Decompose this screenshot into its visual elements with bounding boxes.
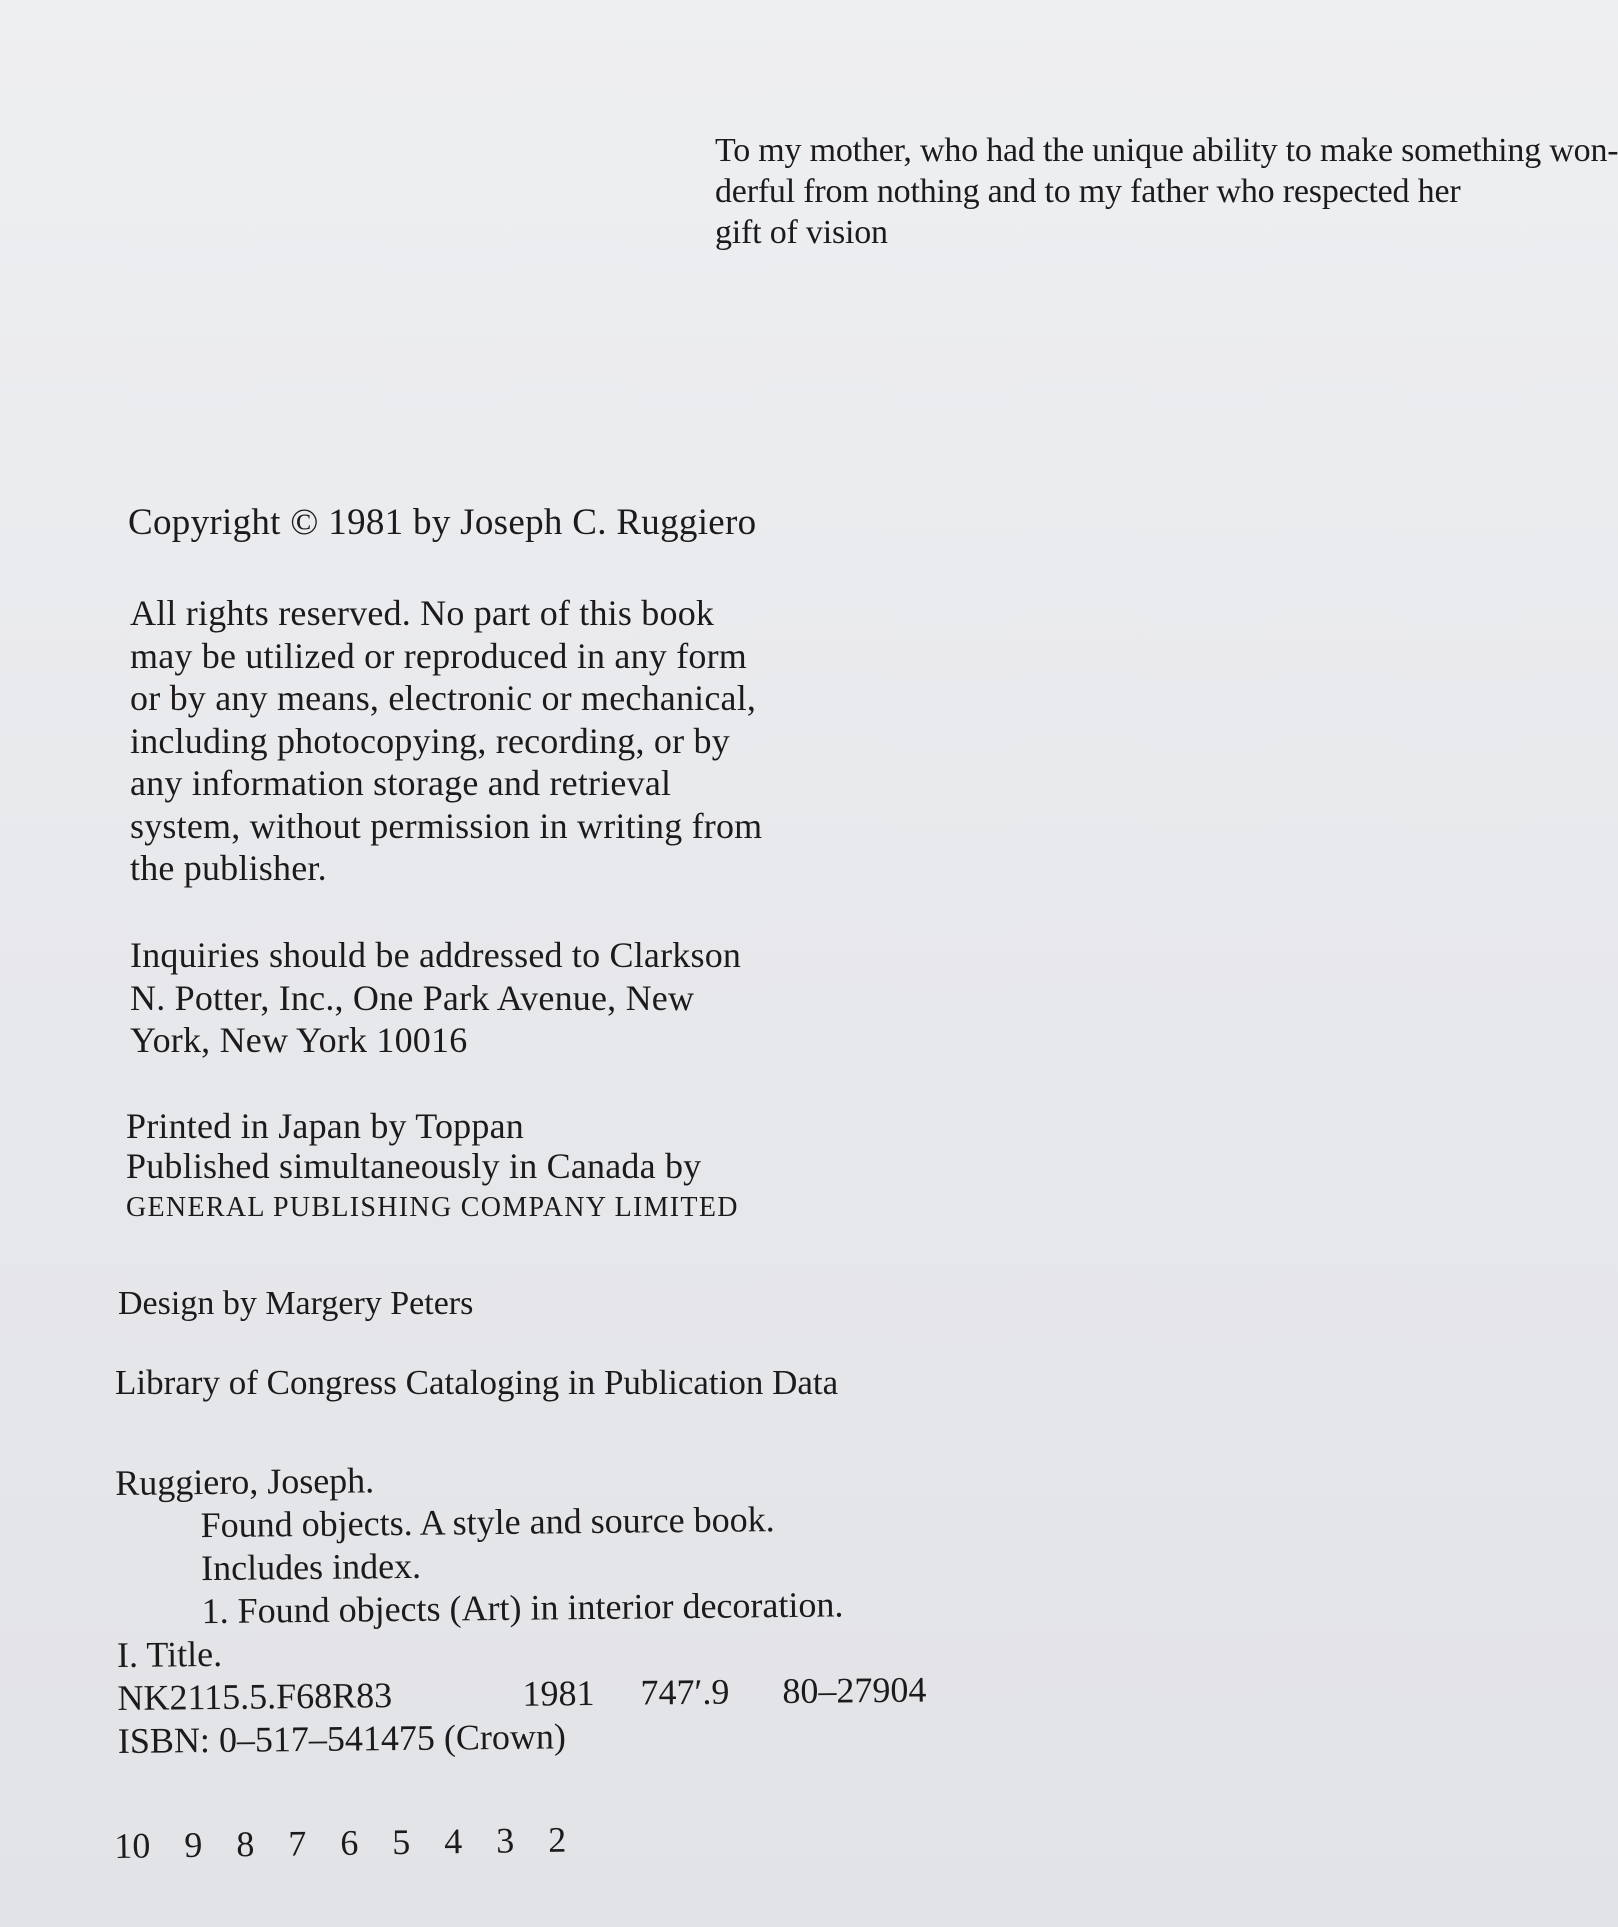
printing-number: 6 (339, 1822, 359, 1863)
copyright-notice: Copyright © 1981 by Joseph C. Ruggiero (128, 502, 757, 543)
dewey-number: 747′.9 (640, 1671, 730, 1713)
rights-line: may be utilized or reproduced in any form (130, 635, 747, 676)
design-credit: Design by Margery Peters (118, 1285, 474, 1322)
inquiries-line: York, New York 10016 (130, 1020, 468, 1060)
rights-line: system, without permission in writing from (130, 805, 763, 846)
rights-line: the publisher. (130, 848, 327, 888)
printing-number: 4 (443, 1821, 463, 1862)
cip-subject: 1. Found objects (Art) in interior decoration. (201, 1584, 844, 1632)
cip-classification (117, 1669, 926, 1720)
printing-number: 5 (391, 1821, 411, 1863)
inquiries-line: Inquiries should be addressed to Clarkson (130, 935, 742, 975)
rights-line: or by any means, electronic or mechanical, (130, 678, 757, 718)
dedication-line: derful from nothing and to my father who respected her (715, 173, 1461, 210)
published-line: Published simultaneously in Canada by (126, 1146, 702, 1186)
cip-index-note: Includes index. (200, 1545, 422, 1589)
cip-year: 1981 (522, 1672, 595, 1714)
cip-record (115, 1454, 927, 1763)
rights-line: All rights reserved. No part of this book (130, 593, 715, 633)
printing-number: 10 (114, 1825, 151, 1866)
dedication-line: To my mother, who had the unique ability to make something won- (715, 132, 1618, 169)
printing-line (114, 1818, 601, 1867)
cip-author: Ruggiero, Joseph. (115, 1460, 375, 1503)
printing-number: 3 (495, 1820, 515, 1861)
dedication-line: gift of vision (715, 214, 888, 251)
call-number: NK2115.5.F68R83 (117, 1675, 393, 1718)
lccn: 80–27904 (782, 1669, 927, 1712)
printing-number: 2 (547, 1819, 567, 1860)
rights-paragraph (130, 592, 762, 890)
cip-title-entry: I. Title. (116, 1633, 223, 1675)
printing-info (126, 1106, 739, 1228)
rights-line: including photocopying, recording, or by (130, 720, 730, 761)
cip-heading: Library of Congress Cataloging in Publication Data (115, 1363, 839, 1402)
canadian-publisher: GENERAL PUBLISHING COMPANY LIMITED (126, 1192, 739, 1223)
printing-number: 9 (184, 1824, 203, 1866)
printing-number: 7 (287, 1823, 307, 1864)
rights-line: any information storage and retrieval (130, 763, 672, 803)
printing-number: 8 (236, 1824, 255, 1865)
printed-in-line: Printed in Japan by Toppan (126, 1106, 524, 1146)
isbn: ISBN: 0–517–541475 (Crown) (117, 1716, 567, 1761)
inquiries-paragraph (130, 934, 741, 1062)
cip-title: Found objects. A style and source book. (200, 1499, 775, 1546)
inquiries-line: N. Potter, Inc., One Park Avenue, New (130, 977, 695, 1018)
dedication (715, 130, 1618, 253)
